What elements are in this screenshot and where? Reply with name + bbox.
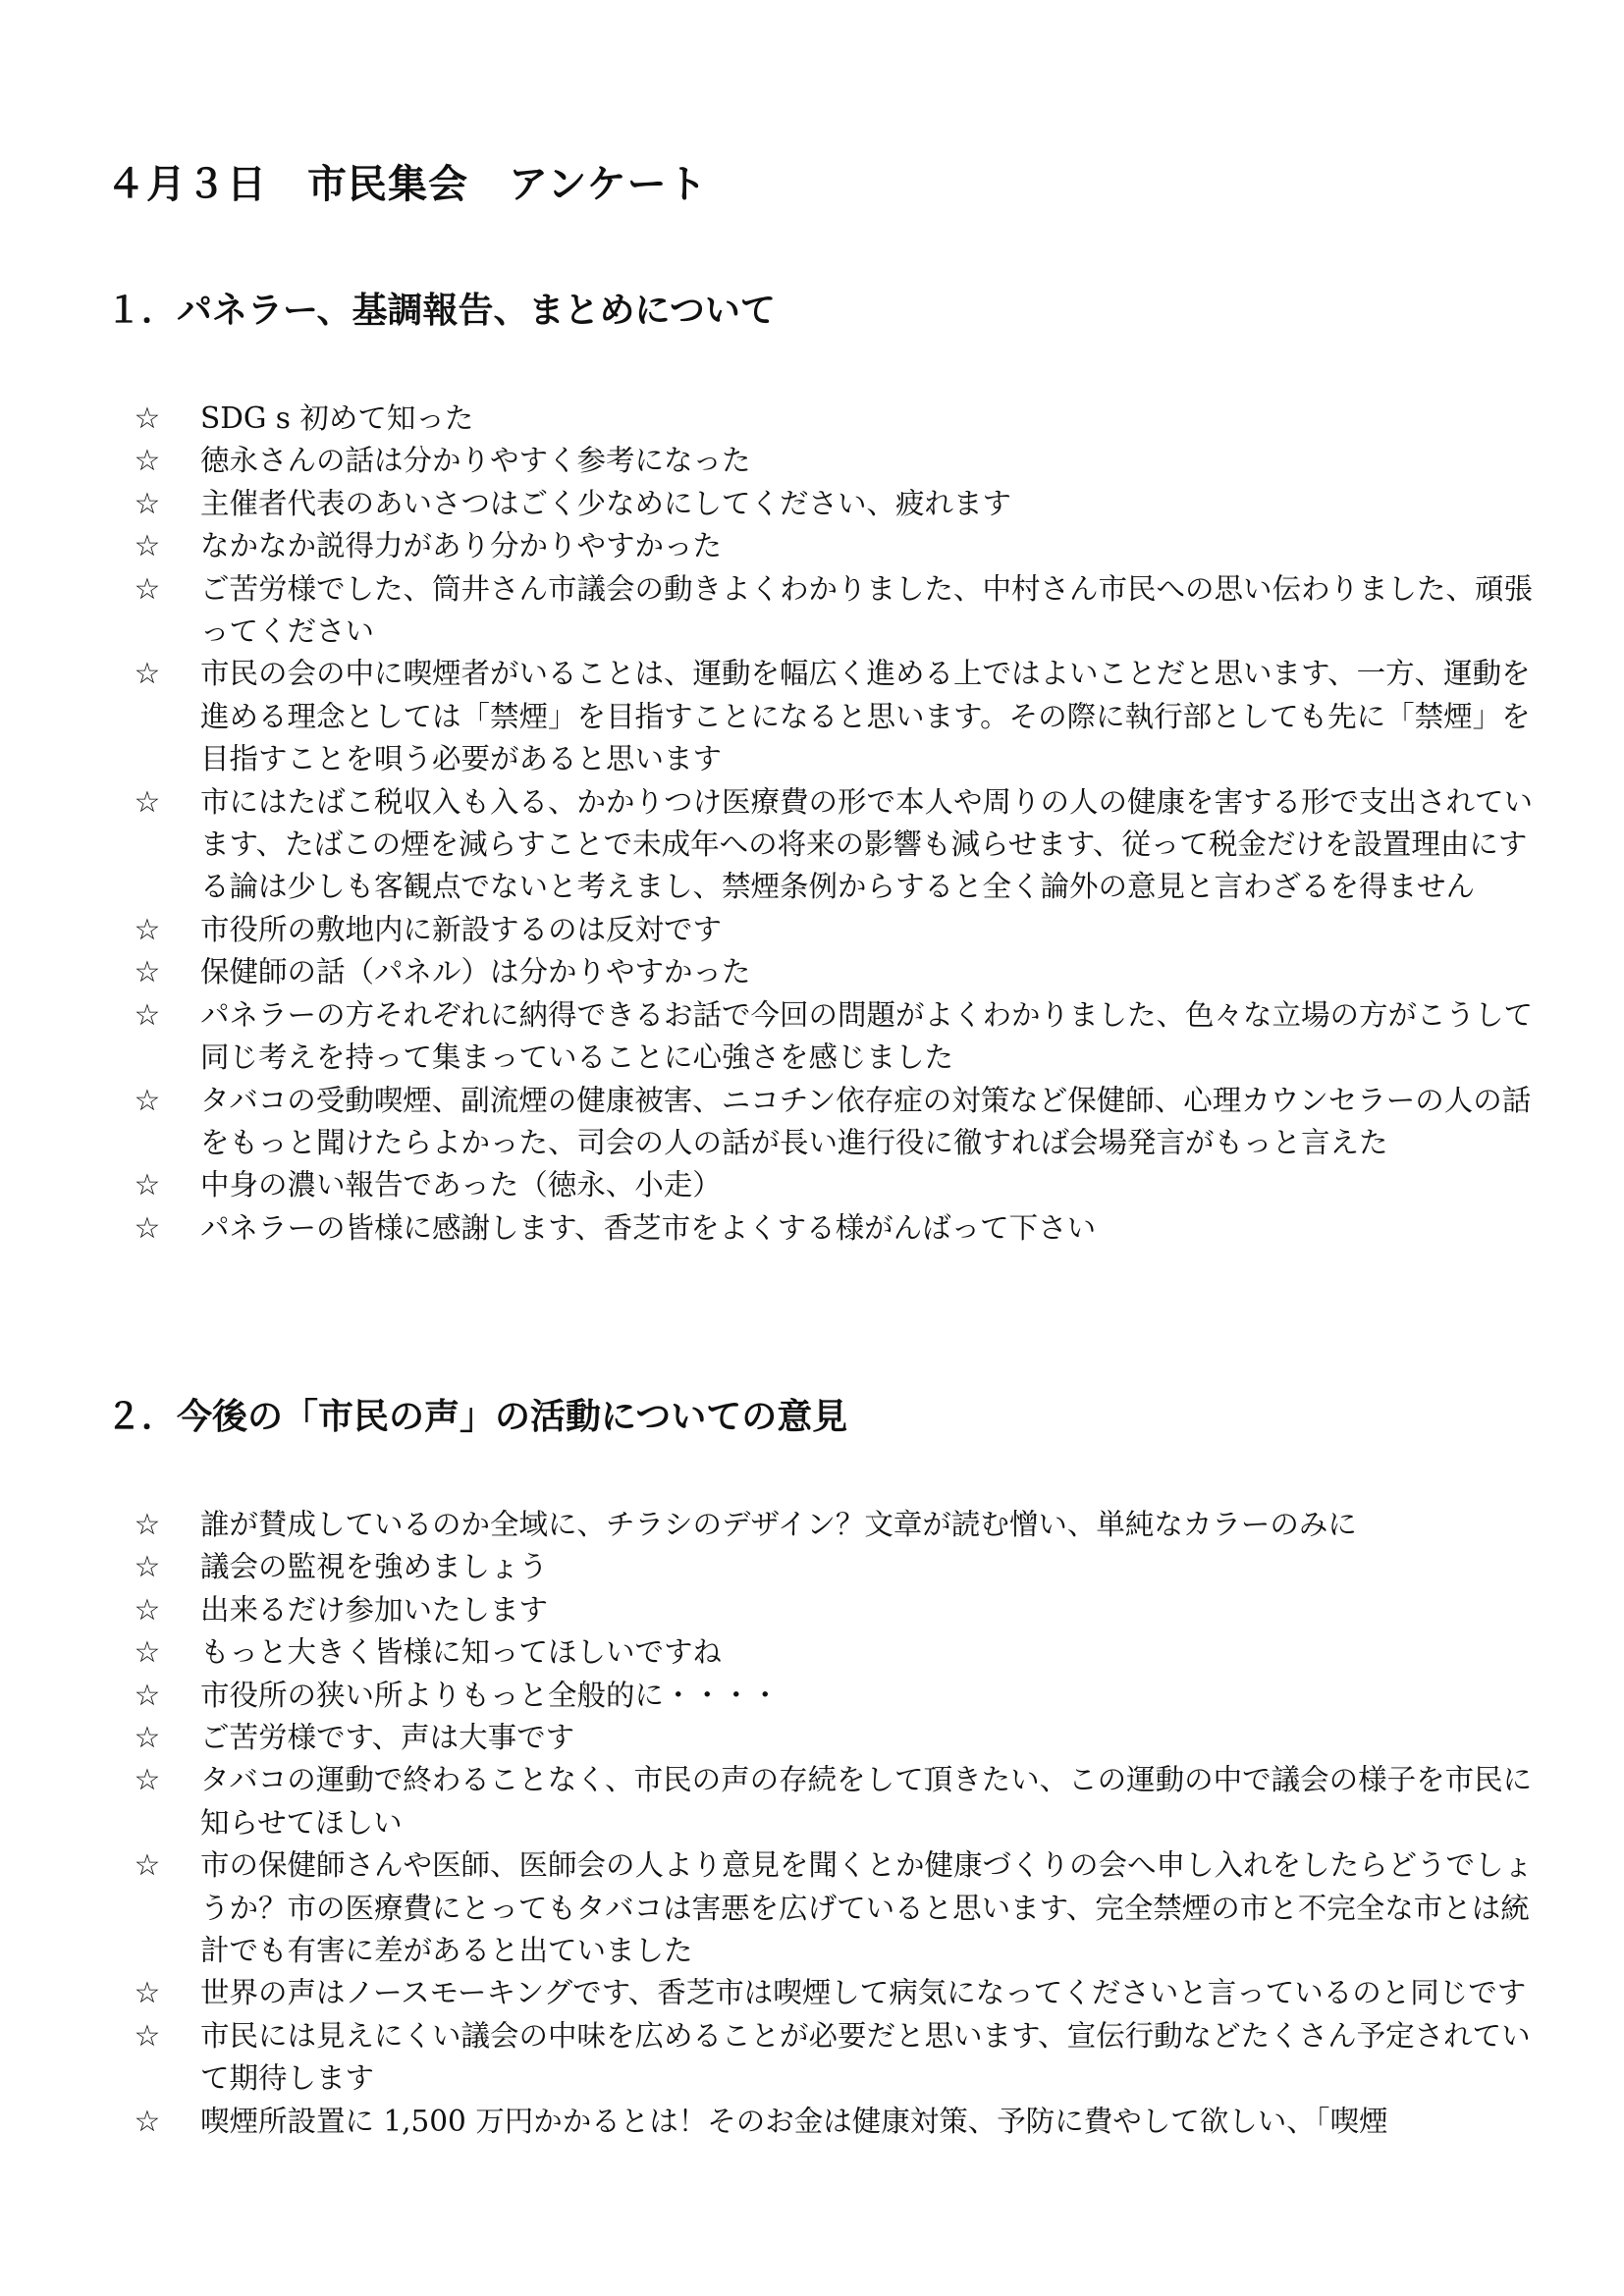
star-bullet-icon: ☆ xyxy=(134,1550,161,1585)
star-bullet-icon: ☆ xyxy=(134,1635,161,1671)
list-item-text: タバコの運動で終わることなく、市民の声の存続をして頂きたい、この運動の中で議会の様子を市民に知らせてほしい xyxy=(200,1763,1533,1840)
list-item-text: もっと大きく皆様に知ってほしいですね xyxy=(200,1635,723,1670)
star-bullet-icon: ☆ xyxy=(134,2018,161,2054)
star-bullet-icon: ☆ xyxy=(134,401,161,436)
star-bullet-icon: ☆ xyxy=(134,444,161,479)
list-item xyxy=(0,951,1540,993)
list-item xyxy=(0,1080,1540,1165)
list-item-text: 主催者代表のあいさつはごく少なめにしてください、疲れます xyxy=(200,486,1012,520)
list-item-text: ご苦労様でした、筒井さん市議会の動きよくわかりました、中村さん市民への思い伝わりました、頑張ってください xyxy=(200,571,1534,649)
list-item-text: 市役所の敷地内に新設するのは反対です xyxy=(200,912,723,946)
list-item-text: 誰が賛成しているのか全域に、チラシのデザイン？文章が読む憎い、単純なカラーのみに xyxy=(200,1508,1357,1541)
list-item xyxy=(0,653,1540,780)
list-item xyxy=(0,1164,1540,1206)
star-bullet-icon: ☆ xyxy=(134,657,161,692)
list-item-text: タバコの受動喫煙、副流煙の健康被害、ニコチン依存症の対策など保健師、心理カウンセラーの人の話をもっと聞けたらよかった、司会の人の話が長い進行役に徹すれば会場発言がもっと言えた xyxy=(200,1083,1532,1159)
list-item xyxy=(0,1207,1540,1250)
star-bullet-icon: ☆ xyxy=(134,997,161,1033)
list-item xyxy=(0,1504,1540,1546)
list-item-text: 徳永さんの話は分かりやすく参考になった xyxy=(200,444,751,478)
list-item xyxy=(0,1546,1540,1588)
list-item-text: なかなか説得力があり分かりやすかった xyxy=(200,529,723,563)
list-item-text: ご苦労様です、声は大事です xyxy=(200,1721,575,1755)
list-item xyxy=(0,1844,1540,1972)
star-bullet-icon: ☆ xyxy=(134,784,161,820)
list-item-text: 市にはたばこ税収入も入る、かかりつけ医療費の形で本人や周りの人の健康を害する形で支出されています、たばこの煙を減らすことで未成年への将来の影響も減らせます、従って税金だけを設置理由にする論は少しも客観点でないと考えまし、禁煙条例からすると全く論外の意見と言わざるを得ません xyxy=(200,784,1534,904)
star-bullet-icon: ☆ xyxy=(134,1083,161,1118)
list-item-text: パネラーの方それぞれに納得できるお話で今回の問題がよくわかりました、色々な立場の方がこうして同じ考えを持って集まっていることに心強さを感じました xyxy=(200,997,1534,1075)
star-bullet-icon: ☆ xyxy=(134,1210,161,1246)
star-bullet-icon: ☆ xyxy=(134,1721,161,1756)
star-bullet-icon: ☆ xyxy=(134,1763,161,1798)
star-bullet-icon: ☆ xyxy=(134,1976,161,2011)
list-item-text: 出来るだけ参加いたします xyxy=(200,1592,549,1627)
list-item xyxy=(0,1631,1540,1674)
comment-list xyxy=(0,398,1624,1250)
star-bullet-icon: ☆ xyxy=(134,955,161,990)
list-item-text: 中身の濃い報告であった（徳永、小走） xyxy=(200,1168,722,1202)
star-bullet-icon: ☆ xyxy=(134,1848,161,1884)
list-item xyxy=(0,525,1540,567)
list-item xyxy=(0,1972,1540,2014)
star-bullet-icon: ☆ xyxy=(134,2104,161,2139)
list-item-text: パネラーの皆様に感謝します、香芝市をよくする様がんばって下さい xyxy=(200,1210,1097,1245)
list-item xyxy=(0,483,1540,525)
list-item xyxy=(0,1589,1540,1631)
list-item xyxy=(0,781,1540,909)
list-item-text: 市の保健師さんや医師、医師会の人より意見を聞くとか健康づくりの会へ申し入れをしたらどうでしょうか？市の医療費にとってもタバコは害悪を広げていると思います、完全禁煙の市と不完全な市とは統計でも有害に差があると出ていました xyxy=(200,1848,1534,1968)
list-item xyxy=(0,568,1540,654)
star-bullet-icon: ☆ xyxy=(134,486,161,521)
star-bullet-icon: ☆ xyxy=(134,571,161,607)
list-item xyxy=(0,398,1540,440)
section-heading: １．パネラー、基調報告、まとめについて xyxy=(106,291,776,331)
comment-list xyxy=(0,1504,1624,2143)
star-bullet-icon: ☆ xyxy=(134,1168,161,1203)
list-item-text: SDG s 初めて知った xyxy=(200,401,474,435)
list-item-text: 市民には見えにくい議会の中味を広めることが必要だと思います、宣伝行動などたくさん予定されていて期待します xyxy=(200,2018,1531,2096)
list-item-text: 世界の声はノースモーキングです、香芝市は喫煙して病気になってくださいと言っているのと同じです xyxy=(200,1976,1527,2010)
list-item xyxy=(0,440,1540,482)
page-title: ４月３日 市民集会 アンケート xyxy=(106,162,708,207)
star-bullet-icon: ☆ xyxy=(134,1592,161,1628)
list-item xyxy=(0,1675,1540,1717)
star-bullet-icon: ☆ xyxy=(134,1678,161,1713)
list-item xyxy=(0,1717,1540,1759)
star-bullet-icon: ☆ xyxy=(134,529,161,564)
list-item-text: 保健師の話（パネル）は分かりやすかった xyxy=(200,955,751,989)
list-item xyxy=(0,1759,1540,1844)
list-item xyxy=(0,994,1540,1080)
list-item-text: 市役所の狭い所よりもっと全般的に・・・・ xyxy=(200,1678,781,1712)
list-item xyxy=(0,2101,1540,2143)
section-heading: ２．今後の「市民の声」の活動についての意見 xyxy=(106,1397,848,1437)
star-bullet-icon: ☆ xyxy=(134,912,161,947)
list-item-text: 議会の監視を強めましょう xyxy=(200,1550,549,1584)
star-bullet-icon: ☆ xyxy=(134,1508,161,1542)
list-item-text: 喫煙所設置に 1,500 万円かかるとは！そのお金は健康対策、予防に費やして欲しい、「喫煙 xyxy=(200,2104,1388,2138)
list-item-text: 市民の会の中に喫煙者がいることは、運動を幅広く進める上ではよいことだと思います、一方、運動を進める理念としては「禁煙」を目指すことになると思います。その際に執行部としても先に「禁煙」を目指すことを唄う必要があると思います xyxy=(200,657,1531,776)
list-item xyxy=(0,909,1540,951)
list-item xyxy=(0,2015,1540,2101)
